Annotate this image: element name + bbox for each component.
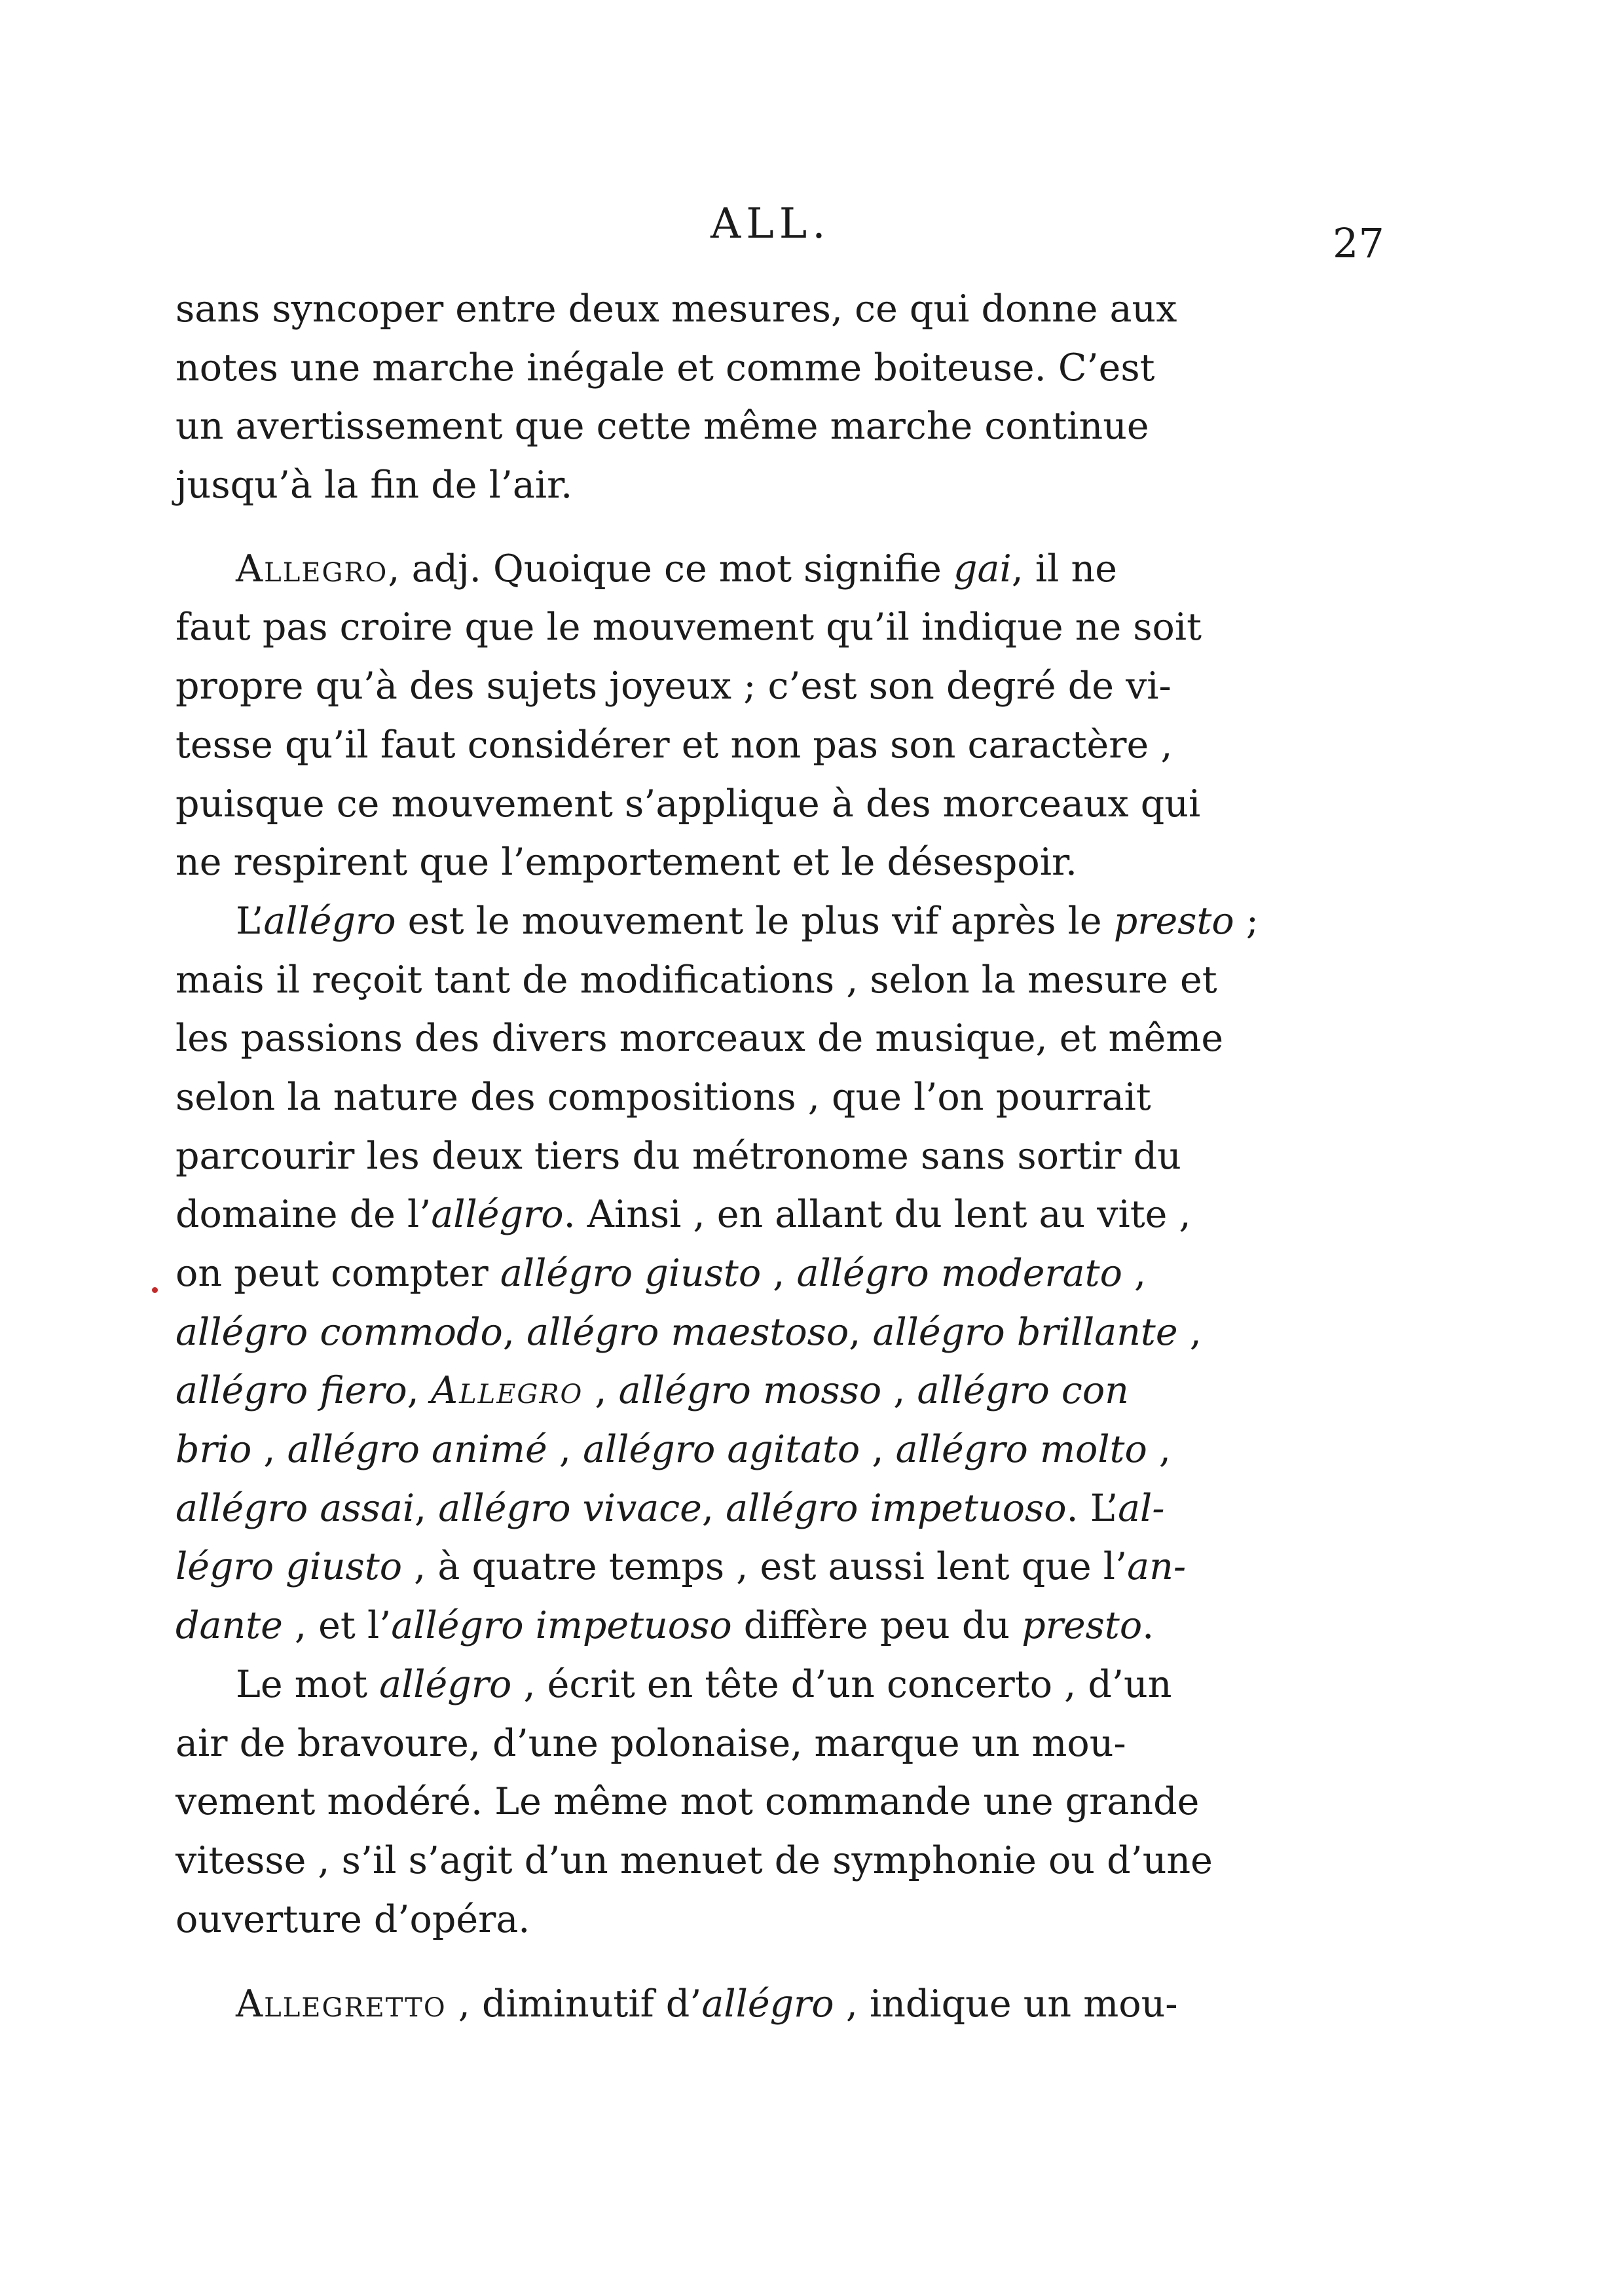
text-line — [175, 540, 1426, 599]
text-line — [175, 1597, 1426, 1656]
text-segment: notes une marche inégale et comme boiteuse. C’est — [175, 346, 1155, 390]
text-segment: gai — [953, 547, 1012, 591]
text-segment: ne respirent que l’emportement et le désespoir. — [175, 841, 1078, 884]
text-segment: sans syncoper entre deux mesures, ce qui donne aux — [175, 287, 1177, 331]
text-segment: puisque ce mouvement s’applique à des morceaux qui — [175, 782, 1201, 826]
text-segment: . — [1142, 1604, 1154, 1648]
text-segment: presto — [1022, 1604, 1143, 1648]
text-line — [175, 1832, 1426, 1891]
text-line — [175, 1245, 1426, 1303]
text-segment: al- — [1118, 1486, 1165, 1530]
text-segment: vement modéré. Le même mot commande une grande — [175, 1780, 1200, 1824]
text-line — [175, 1891, 1426, 1950]
text-segment: allégro molto — [895, 1428, 1147, 1472]
text-segment: , à quatre temps , est aussi lent que l’ — [402, 1545, 1128, 1589]
text-line — [175, 1538, 1426, 1597]
text-segment: . Ainsi , en allant du lent au vite , — [563, 1193, 1191, 1237]
text-segment: jusqu’à la fin de l’air. — [175, 464, 573, 507]
text-segment: , — [547, 1428, 583, 1472]
text-segment: on peut compter — [175, 1252, 500, 1295]
text-segment: , — [1147, 1428, 1172, 1472]
text-segment: an- — [1127, 1545, 1187, 1589]
text-segment: Allegro — [430, 1369, 583, 1413]
text-segment: , — [761, 1252, 797, 1295]
text-line — [175, 1773, 1426, 1832]
text-line — [175, 1480, 1426, 1539]
text-segment: , — [502, 1310, 527, 1354]
text-segment: tesse qu’il faut considérer et non pas son caractère , — [175, 723, 1173, 767]
text-segment: L’ — [236, 899, 264, 943]
text-block — [175, 280, 1426, 2034]
text-line — [175, 775, 1426, 834]
text-segment: allégro — [263, 899, 396, 943]
text-segment: allégro brillante — [872, 1310, 1178, 1354]
text-segment: Allegro — [236, 547, 388, 591]
text-line — [175, 397, 1426, 456]
text-line — [175, 833, 1426, 892]
text-segment: allégro assai — [175, 1486, 415, 1530]
text-segment: allégro mosso — [618, 1369, 882, 1413]
text-line — [175, 1715, 1426, 1774]
text-segment: allégro — [701, 1982, 834, 2026]
text-segment: , — [583, 1369, 619, 1413]
text-segment: . L’ — [1066, 1486, 1118, 1530]
text-segment: légro giusto — [175, 1545, 403, 1589]
text-segment: un avertissement que cette même marche continue — [175, 405, 1149, 448]
text-segment: , il ne — [1011, 547, 1117, 591]
text-segment: air de bravoure, d’une polonaise, marque un mou- — [175, 1721, 1126, 1765]
text-segment: ; — [1234, 899, 1259, 943]
text-segment: presto — [1113, 899, 1234, 943]
text-segment: propre qu’à des sujets joyeux ; c’est son degré de vi- — [175, 665, 1172, 708]
ink-speck — [152, 1287, 158, 1293]
text-segment: , — [701, 1486, 726, 1530]
text-segment: allégro con — [917, 1369, 1129, 1413]
text-line — [175, 456, 1426, 515]
text-segment: faut pas croire que le mouvement qu’il indique ne soit — [175, 606, 1202, 649]
text-segment: allégro vivace — [438, 1486, 702, 1530]
text-segment: , — [1177, 1310, 1202, 1354]
text-segment: , — [881, 1369, 917, 1413]
text-segment: allégro fiero — [175, 1369, 407, 1413]
text-segment: allégro animé — [287, 1428, 547, 1472]
text-segment: allégro maestoso — [526, 1310, 849, 1354]
text-line — [175, 1303, 1426, 1362]
text-segment: , diminutif d’ — [446, 1982, 702, 2026]
text-segment: allégro impetuoso — [726, 1486, 1067, 1530]
text-line — [175, 1362, 1426, 1421]
text-segment: dante — [175, 1604, 283, 1648]
text-segment: selon la nature des compositions , que l’on pourrait — [175, 1075, 1151, 1119]
text-segment: allégro — [379, 1662, 512, 1706]
text-segment: , écrit en tête d’un concerto , d’un — [511, 1662, 1172, 1706]
text-line — [175, 1068, 1426, 1127]
text-segment: , adj. Quoique ce mot signifie — [388, 547, 953, 591]
text-line — [175, 280, 1426, 339]
text-segment: , — [407, 1369, 431, 1413]
text-line — [175, 951, 1426, 1010]
running-head: ALL. — [710, 200, 831, 248]
text-segment: , — [849, 1310, 873, 1354]
text-segment: allégro — [431, 1193, 564, 1237]
text-segment: allégro agitato — [583, 1428, 860, 1472]
text-segment: brio — [175, 1428, 252, 1472]
text-segment: Allegretto — [236, 1982, 447, 2026]
text-line — [175, 1975, 1426, 2034]
text-segment: allégro moderato — [796, 1252, 1122, 1295]
text-segment: allégro giusto — [500, 1252, 762, 1295]
text-line — [175, 657, 1426, 716]
text-segment: , — [415, 1486, 439, 1530]
text-segment: mais il reçoit tant de modifications , selon la mesure et — [175, 958, 1217, 1002]
text-line — [175, 716, 1426, 775]
text-line — [175, 892, 1426, 951]
text-segment: est le mouvement le plus vif après le — [396, 899, 1114, 943]
text-segment: , — [860, 1428, 896, 1472]
text-line — [175, 1127, 1426, 1186]
text-segment: les passions des divers morceaux de musique, et même — [175, 1017, 1224, 1061]
text-segment: diffère peu du — [731, 1604, 1022, 1648]
text-segment: Le mot — [236, 1662, 380, 1706]
text-segment: vitesse , s’il s’agit d’un menuet de symphonie ou d’une — [175, 1838, 1213, 1882]
page-number: 27 — [1333, 219, 1384, 267]
text-line — [175, 598, 1426, 657]
text-segment: , — [1122, 1252, 1147, 1295]
text-line — [175, 1186, 1426, 1245]
text-line — [175, 1656, 1426, 1715]
text-line — [175, 339, 1426, 398]
text-segment: allégro impetuoso — [391, 1604, 732, 1648]
text-line — [175, 1421, 1426, 1480]
text-segment: allégro commodo — [175, 1310, 503, 1354]
text-line — [175, 1010, 1426, 1068]
text-segment: , — [251, 1428, 287, 1472]
text-segment: ouverture d’opéra. — [175, 1897, 530, 1941]
text-segment: parcourir les deux tiers du métronome sans sortir du — [175, 1134, 1181, 1178]
text-segment: , indique un mou- — [834, 1982, 1178, 2026]
text-segment: domaine de l’ — [175, 1193, 432, 1237]
text-segment: , et l’ — [282, 1604, 392, 1648]
